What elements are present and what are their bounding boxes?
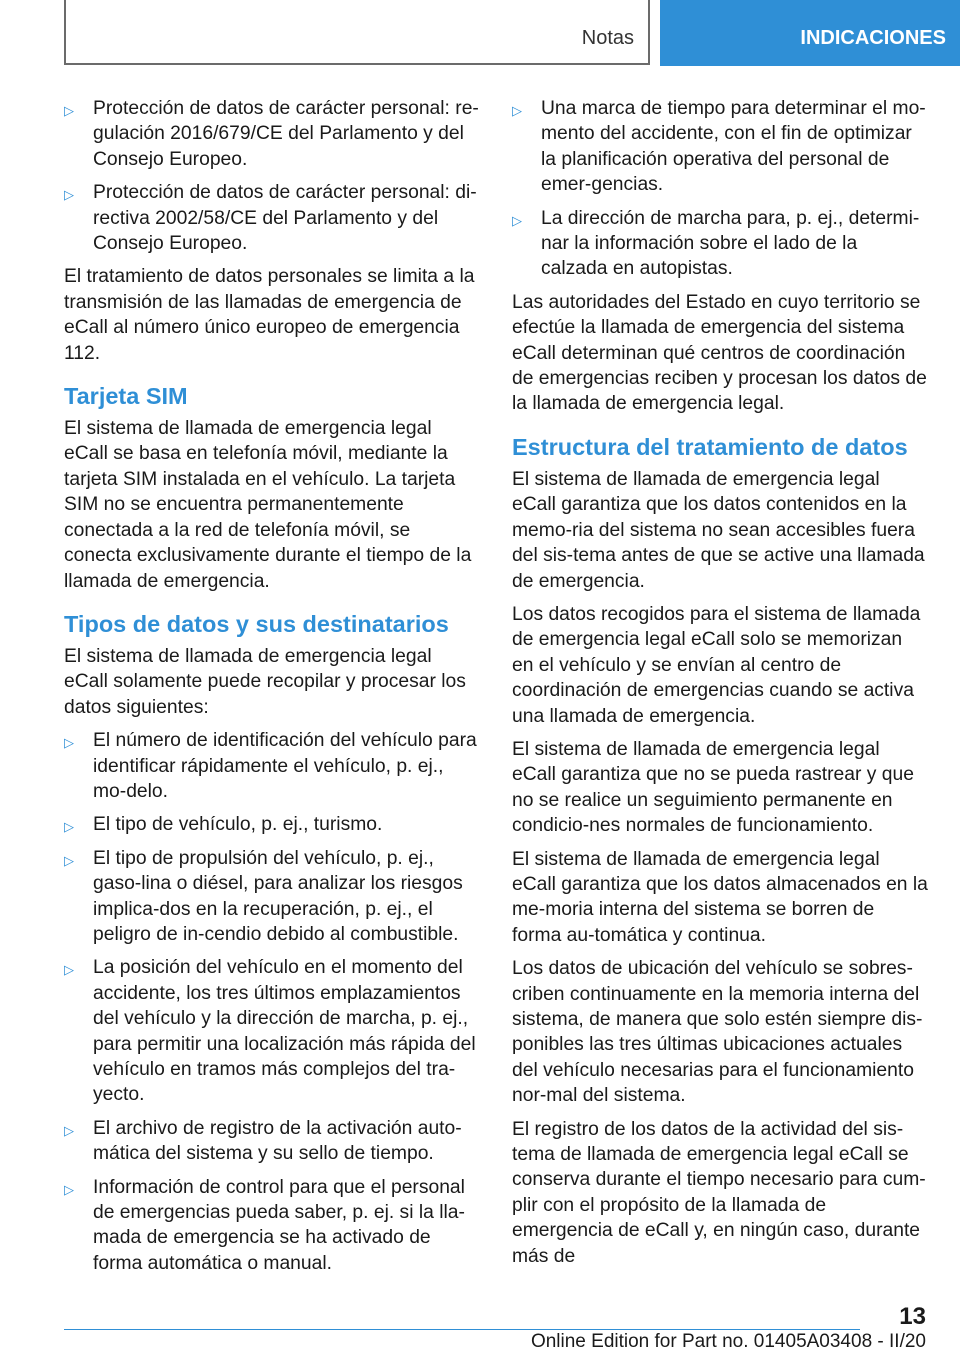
list-item — [512, 206, 928, 282]
list-item-text: La dirección de marcha para, p. ej., determi-nar la información sobre el lado de la calzada en autopistas. — [541, 207, 920, 280]
list-item-text: Protección de datos de carácter personal: re-gulación 2016/679/CE del Parlamento y del Consejo Europeo. — [93, 98, 479, 170]
list-item — [64, 1116, 480, 1167]
page-header — [0, 0, 960, 66]
bullet-triangle-icon: ▷ — [64, 1122, 74, 1138]
bullet-triangle-icon: ▷ — [64, 735, 74, 751]
paragraph: El sistema de llamada de emergencia legal eCall garantiza que los datos contenidos en la memo-ria del sistema no sean accesibles fuera del sis-tema antes de que se active una llamada de emergencia. — [512, 468, 925, 592]
bullet-triangle-icon: ▷ — [64, 852, 74, 868]
paragraph: Las autoridades del Estado en cuyo territorio se efectúe la llamada de emergencia del sistema eCall determinan qué centros de coordinación de emergencias reciben y procesan los datos de la llamada de emergencia legal. — [512, 291, 927, 415]
page-number: 13 — [899, 1303, 926, 1330]
bullet-triangle-icon: ▷ — [512, 212, 522, 228]
bullet-triangle-icon: ▷ — [64, 187, 74, 203]
section-heading-data-types: Tipos de datos y sus destinatarios — [64, 610, 449, 637]
list-item-text: Información de control para que el personal de emergencias pueda saber, p. ej. si la lla-mada de emergencia se ha activado de forma automática o manual. — [93, 1176, 465, 1274]
list-item — [64, 96, 480, 172]
paragraph: El sistema de llamada de emergencia legal eCall se basa en telefonía móvil, mediante la tarjeta SIM instalada en el vehículo. La tarjeta SIM no se encuentra permanentemente conectada a la red de telefonía móvil, se conecta exclusivamente durante el tiempo de la llamada de emergencia. — [64, 418, 472, 592]
left-column — [64, 96, 480, 1284]
bullet-triangle-icon: ▷ — [64, 819, 74, 835]
list-item-text: El número de identificación del vehículo para identificar rápidamente el vehículo, p. ej., mo-delo. — [93, 730, 477, 802]
paragraph: El registro de los datos de la actividad del sis-tema de llamada de emergencia legal eCall se conserva durante el tiempo necesario para cum-plir con el propósito de la llamada de emergencia de eCall y, en ningún caso, durante más de — [512, 1118, 926, 1267]
section-title: Notas — [581, 27, 634, 49]
list-item-text: Protección de datos de carácter personal: di-rectiva 2002/58/CE del Parlamento y del Consejo Europeo. — [93, 182, 477, 255]
chapter-title: INDICACIONES — [800, 27, 946, 49]
paragraph: El tratamiento de datos personales se limita a la transmisión de las llamadas de emergencia de eCall al número único europeo de emergencia 112. — [64, 266, 475, 364]
section-box — [64, 0, 650, 65]
bullet-triangle-icon: ▷ — [64, 962, 74, 978]
paragraph: El sistema de llamada de emergencia legal eCall garantiza que los datos almacenados en la me-moria interna del sistema se borren de forma au-tomática y continua. — [512, 848, 928, 946]
list-item — [64, 846, 480, 948]
paragraph: Los datos de ubicación del vehículo se sobres-criben continuamente en la memoria interna del sistema, de manera que solo estén siempre dis-ponibles las tres últimas ubicaciones actuales del vehículo necesarias para el funcionamiento nor-mal del sistema. — [512, 958, 923, 1107]
list-item — [512, 96, 928, 198]
paragraph: Los datos recogidos para el sistema de llamada de emergencia legal eCall solo se memorizan en el vehículo y se envían al centro de coordinación de emergencias cuando se activa una llamada de emergencia. — [512, 603, 921, 727]
list-item-text: Una marca de tiempo para determinar el mo-mento del accidente, con el fin de optimizar la planificación operativa del personal de emer-gencias. — [541, 98, 926, 196]
list-item — [64, 180, 480, 256]
bullet-triangle-icon: ▷ — [64, 103, 74, 118]
footer-divider — [64, 1329, 860, 1330]
bullet-triangle-icon: ▷ — [512, 103, 522, 118]
paragraph: El sistema de llamada de emergencia legal eCall solamente puede recopilar y procesar los datos siguientes: — [64, 645, 466, 718]
list-item — [64, 728, 480, 804]
right-column — [512, 96, 928, 1277]
list-item-text: El tipo de vehículo, p. ej., turismo. — [93, 814, 383, 836]
list-item — [64, 812, 480, 837]
section-heading-sim: Tarjeta SIM — [64, 383, 188, 410]
list-item-text: El tipo de propulsión del vehículo, p. ej., gaso-lina o diésel, para analizar los riesgos implica-dos en la recuperación, p. ej., el peligro de in-cendio debido al combustible. — [93, 847, 463, 945]
edition-footer: Online Edition for Part no. 01405A03408 - II/20 — [530, 1331, 926, 1352]
list-item-text: La posición del vehículo en el momento del accidente, los tres últimos emplazamientos del vehículo y la dirección de marcha, p. ej., para permitir una localización más rápida del vehículo en tramos más complejos del tra-yecto. — [93, 957, 476, 1106]
chapter-tab[interactable] — [660, 0, 960, 66]
list-item-text: El archivo de registro de la activación auto-mática del sistema y su sello de tiempo. — [93, 1117, 462, 1165]
section-heading-structure: Estructura del tratamiento de datos — [512, 433, 908, 460]
list-item — [64, 955, 480, 1107]
bullet-triangle-icon: ▷ — [64, 1181, 74, 1197]
paragraph: El sistema de llamada de emergencia legal eCall garantiza que no se pueda rastrear y que no se realice un seguimiento permanente en condicio-nes normales de funcionamiento. — [512, 738, 914, 837]
list-item — [64, 1175, 480, 1277]
